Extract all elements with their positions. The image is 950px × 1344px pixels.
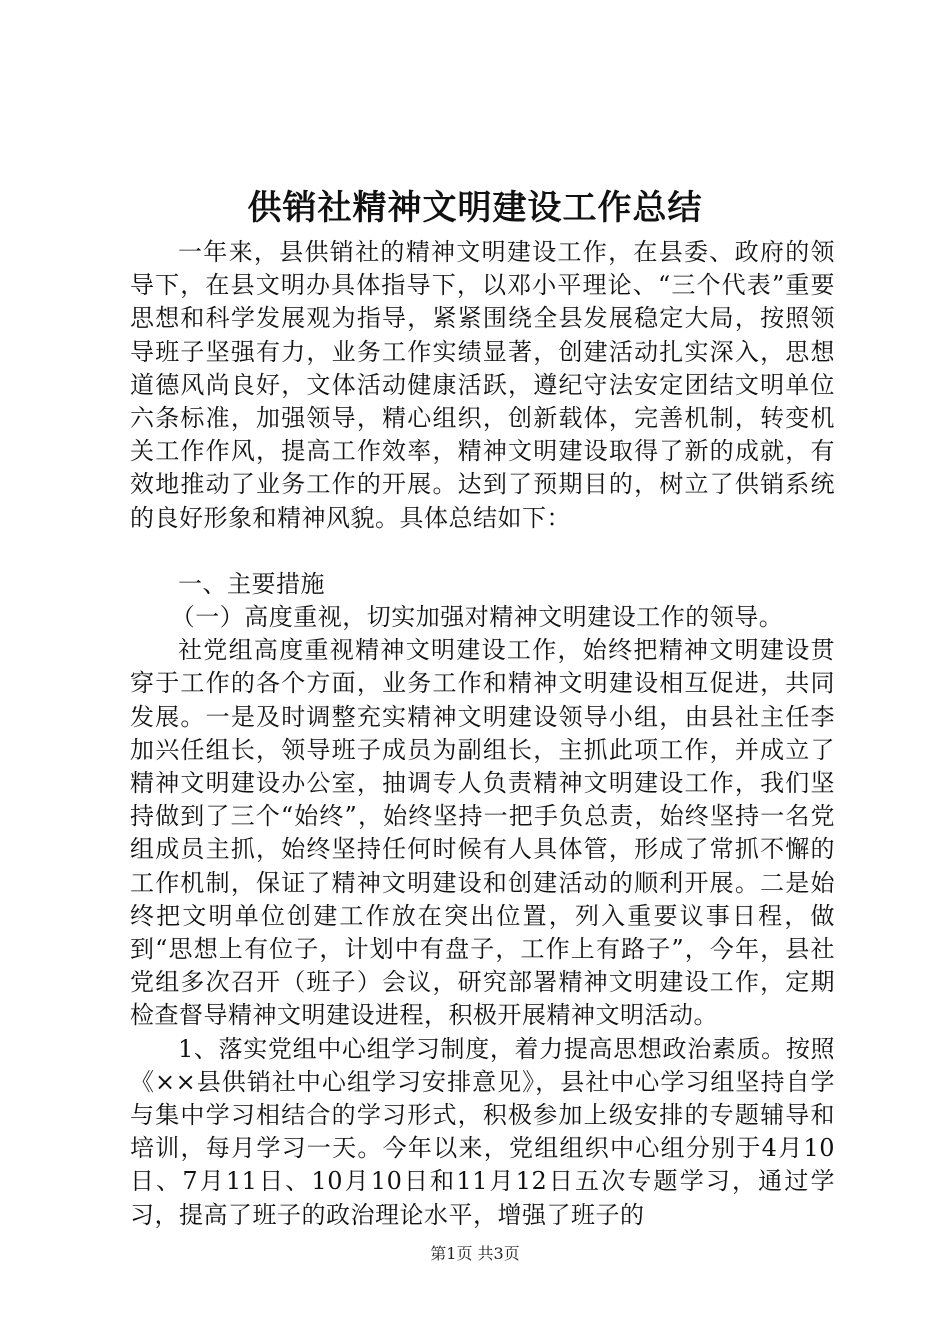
body-paragraph: 社党组高度重视精神文明建设工作，始终把精神文明建设贯穿于工作的各个方面，业务工作和精神文明建设相互促进，共同发展。一是及时调整充实精神文明建设领导小组，由县社主任李加兴任组长，领导班子成员为副组长，主抓此项工作，并成立了精神文明建设办公室，抽调专人负责精神文明建设工作，我们坚持做到了三个“始终”，始终坚持一把手负总责，始终坚持一名党组成员主抓，始终坚持任何时候有人具体管，形成了常抓不懈的工作机制，保证了精神文明建设和创建活动的顺利开展。二是始终把文明单位创建工作放在突出位置，列入重要议事日程，做到“思想上有位子，计划中有盘子，工作上有路子”，今年，县社党组多次召开（班子）会议，研究部署精神文明建设工作，定期检查督导精神文明建设进程，积极开展精神文明活动。: [130, 636, 835, 1030]
section-heading: 一、主要措施: [178, 569, 325, 598]
page-number-footer: 第1页 共3页: [430, 1244, 520, 1263]
document-title: 供销社精神文明建设工作总结: [247, 188, 703, 228]
subsection-heading: （一）高度重视，切实加强对精神文明建设工作的领导。: [170, 603, 784, 632]
document-body: [130, 236, 835, 1232]
body-paragraph: 1、落实党组中心组学习制度，着力提高思想政治素质。按照《××县供销社中心组学习安排意见》，县社中心学习组坚持自学与集中学习相结合的学习形式，积极参加上级安排的专题辅导和培训，每月学习一天。今年以来，党组组织中心组分别于4月10日、7月11日、10月10日和11月12日五次专题学习，通过学习，提高了班子的政治理论水平，增强了班子的: [130, 1034, 835, 1229]
intro-paragraph: 一年来，县供销社的精神文明建设工作，在县委、政府的领导下，在县文明办具体指导下，以邓小平理论、“三个代表”重要思想和科学发展观为指导，紧紧围绕全县发展稳定大局，按照领导班子坚强有力，业务工作实绩显著，创建活动扎实深入，思想道德风尚良好，文体活动健康活跃，遵纪守法安定团结文明单位六条标准，加强领导，精心组织，创新载体，完善机制，转变机关工作作风，提高工作效率，精神文明建设取得了新的成就，有效地推动了业务工作的开展。达到了预期目的，树立了供销系统的良好形象和精神风貌。具体总结如下：: [130, 238, 835, 532]
